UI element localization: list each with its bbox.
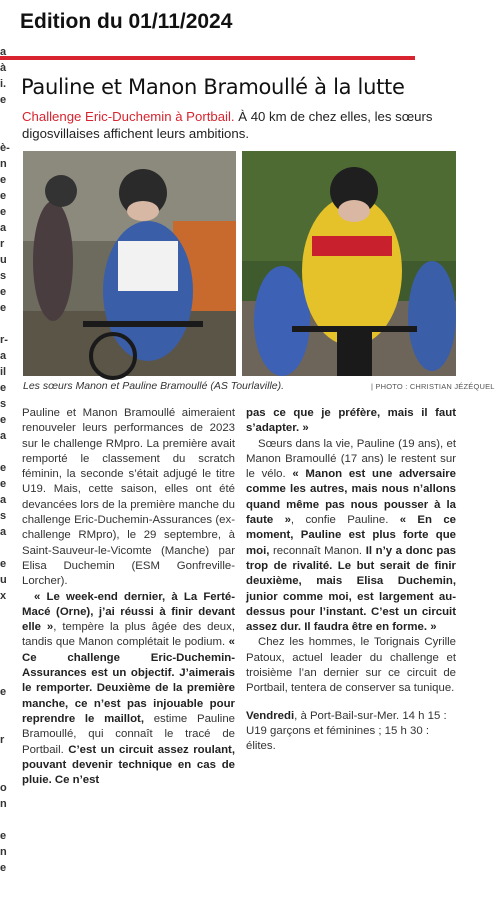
fragment-line: r- [0,334,8,346]
lede-text: À 40 km de chez elles, les sœurs digosvillaises affichent leurs ambitions. [22,109,433,141]
fragment-line: à [0,62,7,74]
fragment-line: s [0,270,7,282]
fragment-line [0,620,10,636]
fragment-line [0,604,10,620]
fragment-line [0,316,10,332]
fragment-line: x [0,590,7,602]
fragment-line [0,652,10,668]
fragment-line: è- [0,142,10,154]
edition-header [0,0,492,46]
text: estime Pauline Bramoullé, qui connaît le tracé de Portbail. [22,712,235,756]
paragraph [22,590,235,789]
fragment-line: n [0,798,7,810]
text: , confie Pauline. [290,514,400,527]
fragment-line: a [0,494,7,506]
quote: C’est un circuit assez roulant, pouvant devenir technique en cas de pluie. Ce n’est [22,743,235,787]
fragment-line: e [0,686,7,698]
quote: « Ce challenge Eric-Duchemin-Assurances est un objectif. J’aimerais le remporter. Deuxième de la première manche, ce n’est pas injouable pour reprendre le maillot, [22,636,235,725]
article-lede [22,108,462,142]
fragment-line [0,108,10,124]
paragraph: Pauline et Manon Bramoullé aimeraient renouveler leurs performances de 2023 sur le challenge RMpro. La première avait remporté le classement du scratch féminin, la seconde s’était adjugé le titre U19. Mais, cette saison, elles ont été devancées lors de la première manche du challenge Eric-Duchemin-Assurances (ex-challenge RMpro), le 29 septembre, à Saint-Sauveur-le-Vicomte (Manche) par Elisa Duchemin (ESM Gonfreville-Lorcher). [22,407,235,588]
paragraph [246,406,456,437]
fragment-line [0,876,10,892]
quote: « En ce moment, Pauline est plus forte que moi, [246,514,457,557]
fragment-line: s [0,510,7,522]
fragment-line [0,540,10,556]
fragment-line [0,124,10,140]
edition-title: Edition du 01/11/2024 [20,10,233,33]
fragment-line: a [0,430,7,442]
fragment-line [0,668,10,684]
lede-kicker: Challenge Eric-Duchemin à Portbail. [22,109,235,124]
adjacent-column-fragment [0,44,10,874]
article-column-1 [22,406,235,788]
fragment-line: e [0,382,7,394]
quote: pas ce que je préfère, mais il faut s’adapter. » [246,407,456,435]
photo-caption: Les sœurs Manon et Pauline Bramoullé (AS Tourlaville). [23,380,285,392]
fragment-line [0,636,10,652]
text: Sœurs dans la vie, Pauline (19 ans), et Manon Bramoullé (17 ans) le restent sur le vélo. [246,437,456,481]
text: reconnaît Manon. [269,544,366,557]
fragment-line [0,700,10,716]
fragment-line: r [0,238,5,250]
paragraph [246,437,456,636]
quote: « Le week-end dernier, à La Ferté-Macé (Orne), j’ai réussi à finir devant elle » [22,590,235,634]
fragment-line: n [0,846,7,858]
fragment-line: e [0,302,7,314]
text: , tempère la plus âgée des deux, tandis que Manon complétait le podium. [22,621,235,649]
fragment-line [0,764,10,780]
photo-manon-racing [242,151,456,376]
fragment-line: n [0,158,7,170]
fragment-line: a [0,526,7,538]
quote: Il n’y a donc pas trop de rivalité. Le but serait de finir deuxième, mais Elisa Duchemin, junior comme moi, est largement au-dessus pour l’instant. C’est un circuit assez dur. Il faudra être en forme. » [246,544,457,634]
fragment-line: o [0,782,7,794]
fragment-line: a [0,46,7,58]
fragment-line: u [0,254,7,266]
fragment-line: e [0,94,7,106]
fragment-line [0,748,10,764]
red-divider [0,56,415,60]
fragment-line: e [0,558,7,570]
fragment-line: u [0,574,7,586]
fragment-line: i. [0,78,7,90]
paragraph: Chez les hommes, le Torignais Cyrille Patoux, actuel leader du challenge et troisième l’an dernier sur ce circuit de Portbail, tentera de conserver sa tunique. [246,636,456,695]
fragment-line: e [0,414,7,426]
quote: « Manon est une adversaire comme les autres, mais nous n’allons quand même pas nous pousser à la faute » [246,468,456,527]
schedule-day: Vendredi [246,709,295,722]
fragment-line: a [0,222,7,234]
fragment-line: e [0,462,7,474]
fragment-line: e [0,286,7,298]
fragment-line [0,716,10,732]
fragment-line [0,812,10,828]
fragment-line: e [0,862,7,874]
photo-credit: | PHOTO : CHRISTIAN JÉZÉQUEL [371,382,495,391]
fragment-line [0,892,10,908]
fragment-line: e [0,206,7,218]
fragment-line: r [0,734,5,746]
fragment-line: a [0,350,7,362]
article-headline: Pauline et Manon Bramoullé à la lutte [21,75,405,99]
schedule-text: , à Port-Bail-sur-Mer. 14 h 15 : U19 garçons et féminines ; 15 h 30 : élites. [246,709,447,753]
fragment-line: il [0,366,7,378]
photo-pauline-racing [23,151,236,376]
fragment-line [0,444,10,460]
article-column-2 [246,406,456,755]
fragment-line: e [0,830,7,842]
fragment-line: e [0,174,7,186]
schedule [246,709,456,755]
fragment-line: s [0,398,7,410]
fragment-line: e [0,190,7,202]
fragment-line: e [0,478,7,490]
